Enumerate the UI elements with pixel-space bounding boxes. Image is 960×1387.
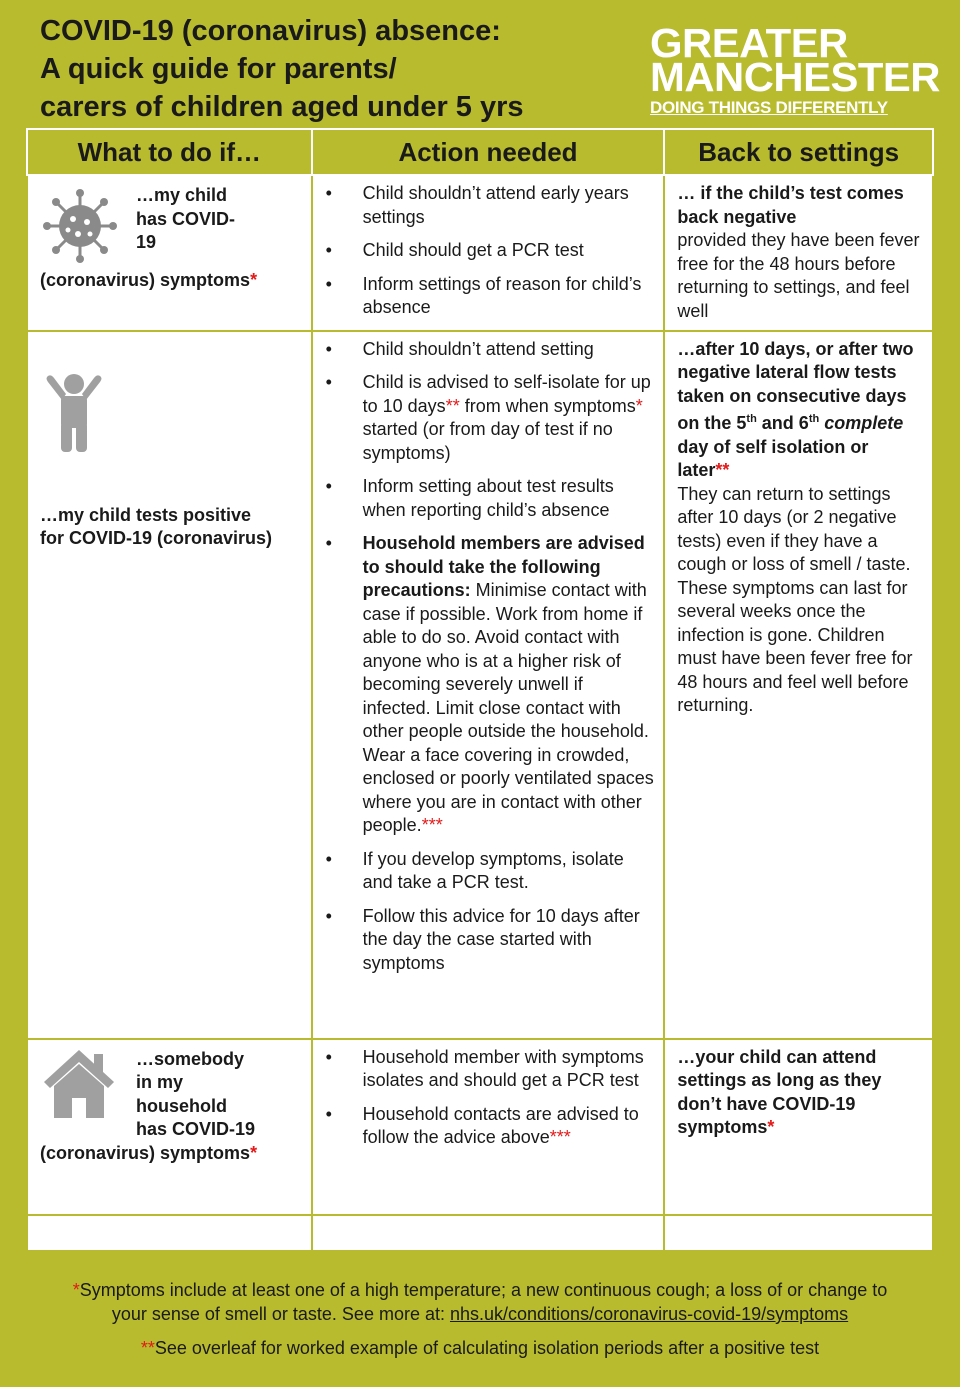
table-row-symptoms [27, 175, 933, 331]
logo-line-2: MANCHESTER [650, 54, 940, 100]
header-row [27, 129, 933, 175]
title-line-2: A quick guide for parents/ [40, 53, 397, 85]
condition-line: household [136, 1095, 227, 1116]
condition-line: has COVID- [136, 208, 236, 229]
back-text: provided they have been fever free for the 48 hours before returning to settings, and feel well [677, 230, 920, 321]
condition-line: …my child [136, 185, 228, 205]
house-icon [42, 1048, 116, 1120]
page-title [40, 12, 524, 126]
condition-line: in my [136, 1072, 184, 1092]
back-condition: …your child can attend settings as long as they don’t have COVID-19 symptoms* [677, 1046, 882, 1137]
back-cell [664, 175, 933, 331]
table-row-empty [27, 1215, 933, 1251]
logo-line-1: GREATER [650, 20, 848, 66]
condition-line: (coronavirus) symptoms* [40, 1142, 258, 1163]
action-item: • Household contacts are advised to follow the advice above*** [313, 1103, 656, 1150]
action-item: • Child should get a PCR test [313, 239, 656, 263]
action-list [313, 1040, 664, 1150]
action-item: • Household member with symptoms isolates and should get a PCR test [313, 1046, 656, 1093]
virus-icon [40, 186, 120, 266]
back-cell [664, 331, 933, 1039]
back-condition: …after 10 days, or after two negative lateral flow tests taken on consecutive days on the 5th and 6th complete day of self isolation or later** [677, 338, 914, 480]
back-text: They can return to settings after 10 days (or 2 negative tests) even if they have a cough or loss of smell / taste. These symptoms can last for several weeks once the infection is gone. Children must have been fever free for 48 hours and feel well before returning. [677, 483, 913, 715]
nhs-symptoms-link[interactable]: nhs.uk/conditions/coronavirus-covid-19/symptoms [449, 1304, 849, 1324]
title-line-1: COVID-19 (coronavirus) absence: [40, 15, 501, 47]
table-row-positive [27, 331, 933, 1039]
title-line-3: carers of children aged under 5 yrs [40, 91, 524, 123]
table-row-household [27, 1039, 933, 1215]
action-item: • Child is advised to self-isolate for up to 10 days** from when symptoms* started (or from day of test if no symptoms) [313, 371, 656, 465]
greater-manchester-logo [650, 20, 940, 118]
guide-table [26, 128, 934, 1252]
footnotes [0, 1278, 960, 1360]
action-list [313, 332, 664, 976]
action-item: • If you develop symptoms, isolate and take a PCR test. [313, 848, 656, 895]
action-item: • Inform settings of reason for child’s absence [313, 273, 656, 320]
action-cell [312, 175, 665, 331]
back-cell [664, 1039, 933, 1215]
child-icon [44, 372, 104, 454]
footnote-symptoms-cont: your sense of smell or taste. See more at: nhs.uk/conditions/coronavirus-covid-19/symptoms [111, 1304, 849, 1324]
action-cell [312, 331, 665, 1039]
condition-line: (coronavirus) symptoms* [40, 269, 258, 290]
footnote-overleaf: **See overleaf for worked example of calculating isolation periods after a positive test [140, 1338, 820, 1358]
condition-line: for COVID-19 (coronavirus) [40, 528, 273, 548]
footnote-symptoms: *Symptoms include at least one of a high temperature; a new continuous cough; a loss of or change to [72, 1280, 888, 1300]
action-item: • Household members are advised to should take the following precautions: Minimise contact with case if possible. Work from home if able to do so. Avoid contact with anyone who is at a higher risk of becoming severely unwell if infected. Limit close contact with other people outside the household. Wear a face covering in crowded, enclosed or poorly ventilated spaces where you are in contact with other people.*** [313, 532, 656, 838]
condition-line: …my child tests positive [40, 504, 252, 525]
condition-line: …somebody [136, 1048, 245, 1069]
header-what-to-do: What to do if… [27, 129, 312, 175]
action-list [313, 176, 664, 320]
action-item: • Child shouldn’t attend setting [313, 338, 656, 362]
header-action-needed: Action needed [312, 129, 665, 175]
action-cell [312, 1039, 665, 1215]
back-condition: … if the child’s test comes back negative [677, 183, 904, 227]
empty-cell [312, 1215, 665, 1251]
logo-tagline: DOING THINGS DIFFERENTLY [650, 98, 888, 117]
header-back-to-settings: Back to settings [664, 129, 933, 175]
empty-cell [664, 1215, 933, 1251]
action-item: • Child shouldn’t attend early years settings [313, 182, 656, 229]
empty-cell [27, 1215, 312, 1251]
action-item: • Inform setting about test results when reporting child’s absence [313, 475, 656, 522]
condition-line: has COVID-19 [136, 1119, 256, 1139]
condition-line: 19 [136, 232, 157, 252]
action-item: • Follow this advice for 10 days after the day the case started with symptoms [313, 905, 656, 976]
